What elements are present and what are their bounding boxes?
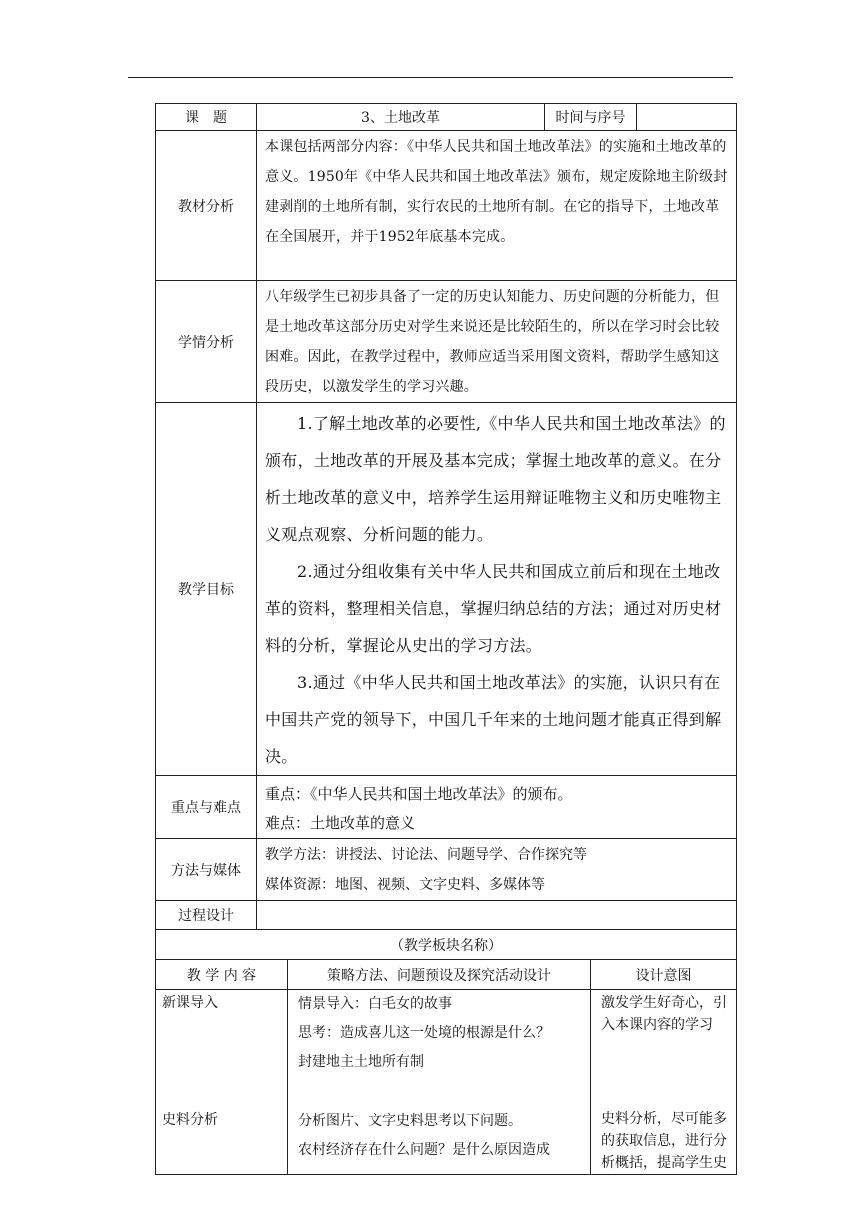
col-intent-header: 设计意图: [591, 960, 737, 990]
teaching-method: 教学方法：讲授法、讨论法、问题导学、合作探究等: [265, 847, 587, 863]
row-2-intent: 史料分析，尽可能多的获取信息，进行分析概括，提高学生史: [601, 1111, 728, 1171]
intent-cell: [591, 990, 737, 1175]
material-text: 本课包括两部分内容：《中华人民共和国土地改革法》的实施和土地改革的意义。1950年《中华人民共和国土地改革法》颁布，规定废除地主阶级封建剥削的土地所有制，实行农民的土地所有制。在它的指导下，土地改革在全国展开，并于1952年底基本完成。: [257, 131, 737, 281]
col-content-header: 教 学 内 容: [156, 960, 288, 990]
keypoints-text: [257, 776, 737, 839]
students-text: 八年级学生已初步具备了一定的历史认知能力、历史问题的分析能力，但是土地改革这部分历史对学生来说还是比较陌生的，所以在学习时会比较困难。因此，在教学过程中，教师应适当采用图文资料，帮助学生感知这段历史，以激发学生的学习兴趣。: [257, 281, 737, 403]
key-point: 重点：《中华人民共和国土地改革法》的颁布。: [265, 785, 573, 803]
course-label: 课 题: [156, 104, 257, 131]
time-value: [637, 104, 737, 131]
methods-text: [257, 839, 737, 901]
row-1-intent: 激发学生好奇心，引入本课内容的学习: [601, 995, 728, 1033]
goal-item-1: 1.了解土地改革的必要性,《中华人民共和国土地改革法》的颁布，土地改革的开展及基本完成；掌握土地改革的意义。在分析土地改革的意义中，培养学生运用辩证唯物主义和历史唯物主义观点观察、分析问题的能力。: [265, 414, 726, 544]
row-1-strategy-1: 情景导入：白毛女的故事: [298, 996, 452, 1012]
goals-text: [257, 403, 737, 776]
goals-label: 教学目标: [156, 403, 257, 776]
students-label: 学情分析: [156, 281, 257, 403]
module-title: （教学板块名称）: [156, 930, 737, 960]
course-title: 3、土地改革: [257, 104, 545, 131]
process-value: [257, 901, 737, 930]
content-cell: [156, 990, 288, 1175]
time-label: 时间与序号: [545, 104, 637, 131]
material-label: 教材分析: [156, 131, 257, 281]
media-resources: 媒体资源：地图、视频、文字史料、多媒体等: [265, 877, 545, 893]
difficult-point: 难点：土地改革的意义: [265, 814, 416, 832]
lesson-plan-table: [155, 103, 737, 1175]
methods-label: 方法与媒体: [156, 839, 257, 901]
row-1-strategy-2: 思考：造成喜儿这一处境的根源是什么？: [298, 1025, 550, 1041]
row-2-content: 史料分析: [162, 1112, 218, 1128]
row-1-content: 新课导入: [162, 995, 218, 1011]
row-2-strategy-1: 分析图片、文字史料思考以下问题。: [298, 1113, 522, 1129]
row-1-strategy-3: 封建地主土地所有制: [298, 1054, 424, 1070]
goal-item-3: 3.通过《中华人民共和国土地改革法》的实施，认识只有在中国共产党的领导下，中国几千年来的土地问题才能真正得到解决。: [265, 673, 722, 766]
header-rule: [128, 77, 733, 78]
goal-item-2: 2.通过分组收集有关中华人民共和国成立前后和现在土地改革的资料，整理相关信息，掌握归纳总结的方法；通过对历史材料的分析，掌握论从史出的学习方法。: [265, 562, 722, 655]
strategy-cell: [288, 990, 591, 1175]
keypoints-label: 重点与难点: [156, 776, 257, 839]
process-label: 过程设计: [156, 901, 257, 930]
col-strategy-header: 策略方法、问题预设及探究活动设计: [288, 960, 591, 990]
row-2-strategy-2: 农村经济存在什么问题？是什么原因造成: [298, 1142, 550, 1158]
